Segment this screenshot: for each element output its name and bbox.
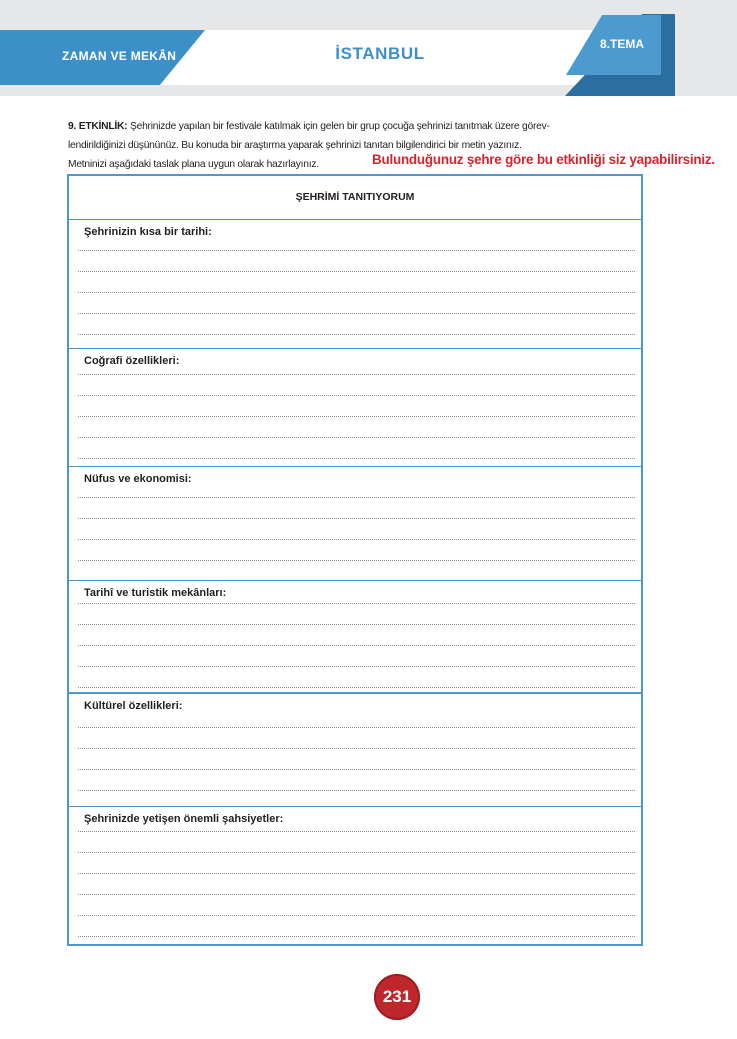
activity-number: 9. ETKİNLİK:: [68, 121, 128, 132]
writing-line[interactable]: [78, 873, 635, 874]
instruction-line-1: [68, 117, 668, 136]
writing-line[interactable]: [78, 831, 635, 832]
section-notable-people: [69, 806, 641, 945]
city-intro-form: [67, 174, 643, 946]
writing-line[interactable]: [78, 748, 635, 749]
section-geography: [69, 348, 641, 467]
writing-line[interactable]: [78, 915, 635, 916]
writing-line[interactable]: [78, 790, 635, 791]
writing-line[interactable]: [78, 936, 635, 937]
writing-line[interactable]: [78, 539, 635, 540]
writing-line[interactable]: [78, 374, 635, 375]
section-historic-touristic-places: [69, 580, 641, 693]
form-title: ŞEHRİMİ TANITIYORUM: [69, 176, 641, 220]
writing-line[interactable]: [78, 769, 635, 770]
page-number-badge: 231: [374, 974, 420, 1020]
section-short-history: [69, 220, 641, 348]
writing-line[interactable]: [78, 894, 635, 895]
section-label: Coğrafi özellikleri:: [84, 355, 180, 367]
writing-line[interactable]: [78, 666, 635, 667]
teacher-note: Bulunduğunuz şehre göre bu etkinliği siz yapabilirsiniz.: [372, 152, 715, 167]
section-label: Tarihî ve turistik mekânları:: [84, 587, 227, 599]
writing-line[interactable]: [78, 727, 635, 728]
section-cultural-features: [69, 692, 641, 806]
section-label: Şehrinizde yetişen önemli şahsiyetler:: [84, 813, 284, 825]
writing-line[interactable]: [78, 395, 635, 396]
instruction-text-1: Şehrinizde yapılan bir festivale katılmak için gelen bir grup çocuğa şehrinizi tanıtmak üzere görev-: [129, 121, 550, 132]
writing-line[interactable]: [78, 271, 635, 272]
writing-line[interactable]: [78, 458, 635, 459]
writing-line[interactable]: [78, 250, 635, 251]
section-population-economy: [69, 466, 641, 581]
page-title: İSTANBUL: [335, 44, 425, 63]
writing-line[interactable]: [78, 687, 635, 688]
section-label: Kültürel özellikleri:: [84, 700, 183, 712]
writing-line[interactable]: [78, 624, 635, 625]
section-label: Şehrinizin kısa bir tarihi:: [84, 226, 212, 238]
writing-line[interactable]: [78, 603, 635, 604]
theme-label: 8.TEMA: [600, 37, 645, 51]
writing-line[interactable]: [78, 437, 635, 438]
instruction-line-3: Metninizi aşağıdaki taslak plana uygun olarak hazırlayınız.: [68, 159, 319, 170]
section-label: Nüfus ve ekonomisi:: [84, 473, 192, 485]
writing-line[interactable]: [78, 334, 635, 335]
header-section-label: ZAMAN VE MEKÂN: [62, 49, 177, 63]
writing-line[interactable]: [78, 497, 635, 498]
writing-line[interactable]: [78, 518, 635, 519]
writing-line[interactable]: [78, 416, 635, 417]
writing-line[interactable]: [78, 560, 635, 561]
writing-line[interactable]: [78, 645, 635, 646]
writing-line[interactable]: [78, 313, 635, 314]
writing-line[interactable]: [78, 852, 635, 853]
writing-line[interactable]: [78, 292, 635, 293]
instruction-line-2: lendirildiğinizi düşününüz. Bu konuda bir araştırma yaparak şehrinizi tanıtan bilgilendirici bir metin yazınız.: [68, 140, 522, 151]
